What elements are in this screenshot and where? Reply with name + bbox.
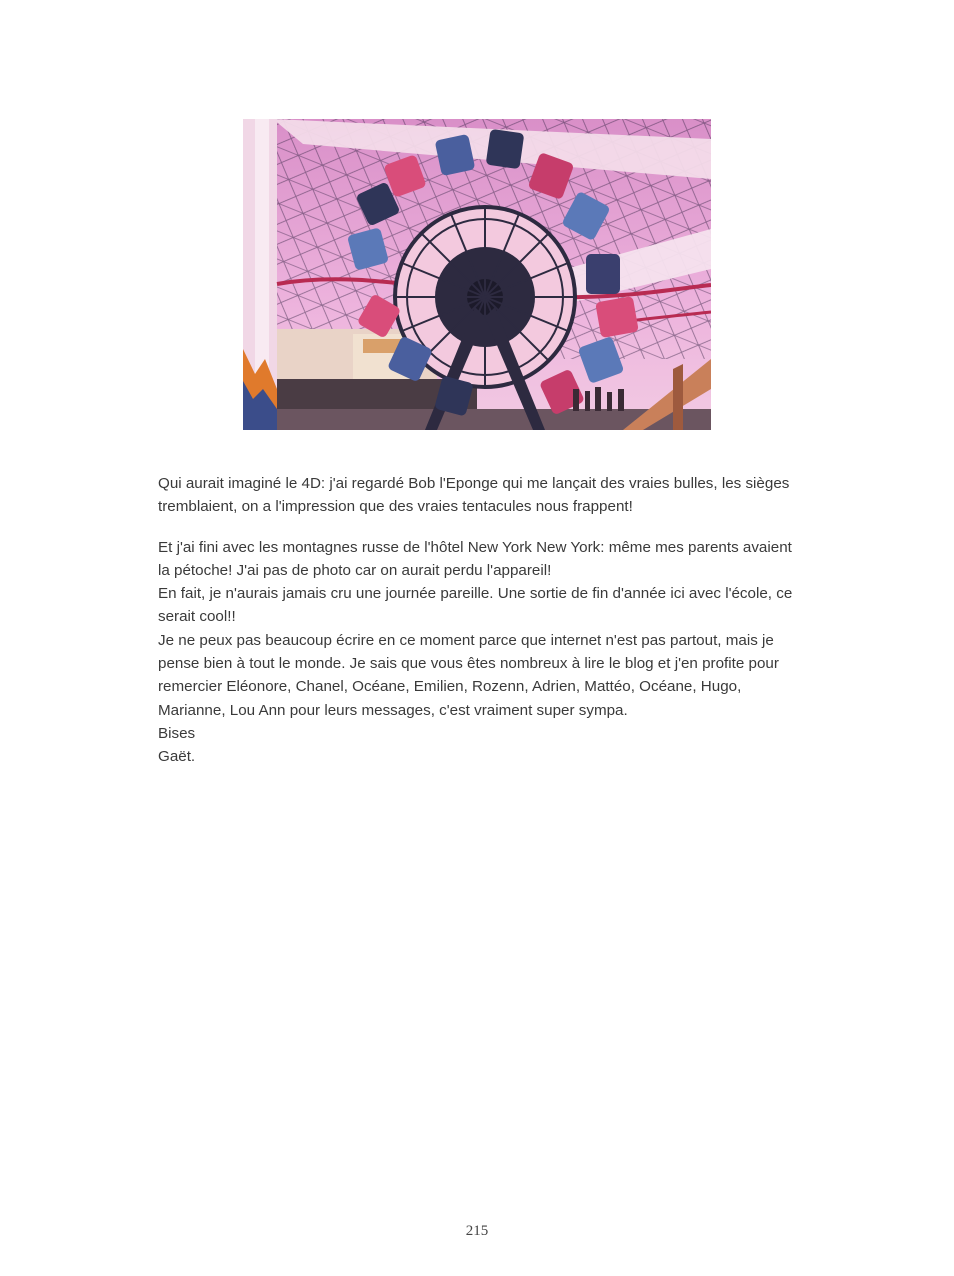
paragraph-thanks: Je ne peux pas beaucoup écrire en ce moment parce que internet n'est pas partout, mais je pense bien à tout le monde. Je sais que vous êtes nombreux à lire le blog et j'en profite pour remercier Eléonore, Chanel, Océane, Emilien, Rozenn, Adrien, Mattéo, Océane, Hugo, Marianne, Lou Ann pour leurs messages, c'est vraiment super sympa. <box>158 631 779 719</box>
signature: Gaët. <box>158 748 196 766</box>
paragraph-roller-coaster: Et j'ai fini avec les montagnes russe de l'hôtel New York New York: même mes parents avaient la pétoche! J'ai pas de photo car on aurait perdu l'appareil! <box>158 538 792 579</box>
page-number: 215 <box>465 1223 489 1239</box>
closing-greeting: Bises <box>158 724 196 742</box>
ferris-wheel-photo <box>243 119 711 430</box>
ferris-wheel-illustration <box>243 119 711 430</box>
body-text <box>158 472 796 769</box>
paragraph-4d: Qui aurait imaginé le 4D: j'ai regardé Bob l'Eponge qui me lançait des vraies bulles, les sièges tremblaient, on a l'impression que des vraies tentacules nous frappent! <box>158 475 790 516</box>
paragraph-school-trip: En fait, je n'aurais jamais cru une journée pareille. Une sortie de fin d'année ici avec l'école, ce serait cool!! <box>158 585 793 626</box>
